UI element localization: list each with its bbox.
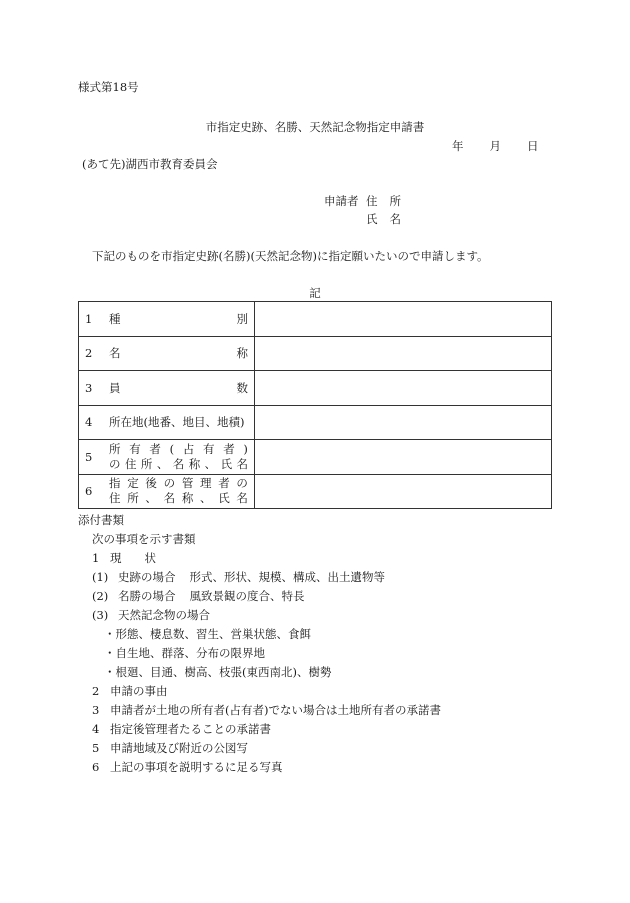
attachment-item: 2 申請の事由 <box>92 684 168 698</box>
attachment-item: 1 現 状 <box>92 551 156 565</box>
table-row <box>79 302 552 337</box>
attachment-subitem: (1) 史跡の場合 形式、形状、規模、構成、出土遺物等 <box>92 570 385 584</box>
row-label-line: 住 所 、 名 称 、 氏 名 <box>109 491 248 506</box>
row-number: 3 <box>85 380 93 395</box>
attachment-item: 4 指定後管理者たることの承諾書 <box>92 722 271 736</box>
year-label: 年 <box>452 139 464 153</box>
row-label: 員 数 <box>109 380 248 395</box>
attachment-item: 5 申請地域及び附近の公図写 <box>92 741 248 755</box>
row-label-line: の 住 所 、 名 称 、 氏 名 <box>109 456 248 471</box>
row-label-cell <box>79 440 255 475</box>
request-statement: 下記のものを市指定史跡(名勝)(天然記念物)に指定願いたいので申請します。 <box>92 249 489 263</box>
row-label <box>109 442 248 472</box>
day-label: 日 <box>527 139 539 153</box>
row-number: 4 <box>85 415 93 430</box>
table-row <box>79 405 552 440</box>
row-number: 1 <box>85 311 93 326</box>
attachment-subitem: (2) 名勝の場合 風致景観の度合、特長 <box>92 589 305 603</box>
row-number: 6 <box>85 484 93 499</box>
row-label-cell <box>79 371 255 406</box>
table-row <box>79 371 552 406</box>
row-value-cell[interactable] <box>255 440 552 475</box>
row-label-cell <box>79 405 255 440</box>
attachment-item: 3 申請者が土地の所有者(占有者)でない場合は土地所有者の承諾書 <box>92 703 441 717</box>
attachment-item: 6 上記の事項を説明するに足る写真 <box>92 760 283 774</box>
date-line <box>452 139 539 153</box>
form-number: 様式第18号 <box>78 80 139 94</box>
applicant-label: 申請者 <box>324 194 359 208</box>
row-label <box>109 476 248 506</box>
table-row <box>79 336 552 371</box>
attachment-bullet: ・根廻、目通、樹高、枝張(東西南北)、樹勢 <box>104 665 332 679</box>
addressee: (あて先)湖西市教育委員会 <box>82 157 218 171</box>
attachment-bullet: ・自生地、群落、分布の限界地 <box>104 646 265 660</box>
row-number: 5 <box>85 449 93 464</box>
document-title: 市指定史跡、名勝、天然記念物指定申請書 <box>205 120 425 134</box>
month-label: 月 <box>489 139 501 153</box>
attachments-title: 添付書類 <box>78 513 124 527</box>
row-label-cell <box>79 474 255 509</box>
row-label-line: 指 定 後 の 管 理 者 の <box>109 476 248 491</box>
table-row <box>79 474 552 509</box>
row-value-cell[interactable] <box>255 336 552 371</box>
row-label: 名 称 <box>109 346 248 361</box>
application-table <box>78 301 552 509</box>
row-number: 2 <box>85 346 93 361</box>
row-label-line: 所 有 者 ( 占 有 者 ) <box>109 441 248 456</box>
row-value-cell[interactable] <box>255 405 552 440</box>
row-label: 種 別 <box>109 311 248 326</box>
row-value-cell[interactable] <box>255 371 552 406</box>
row-label-cell <box>79 302 255 337</box>
row-label-cell <box>79 336 255 371</box>
row-value-cell[interactable] <box>255 474 552 509</box>
attachment-subitem: (3) 天然記念物の場合 <box>92 608 210 622</box>
row-value-cell[interactable] <box>255 302 552 337</box>
ki-heading: 記 <box>309 286 321 300</box>
table-row <box>79 440 552 475</box>
attachment-bullet: ・形態、棲息数、習生、営巣状態、食餌 <box>104 627 311 641</box>
applicant-address-label: 住 所 <box>366 194 401 208</box>
applicant-name-label: 氏 名 <box>366 212 401 226</box>
row-label: 所在地(地番、地目、地積) <box>109 415 245 430</box>
attachments-intro: 次の事項を示す書類 <box>92 532 196 546</box>
